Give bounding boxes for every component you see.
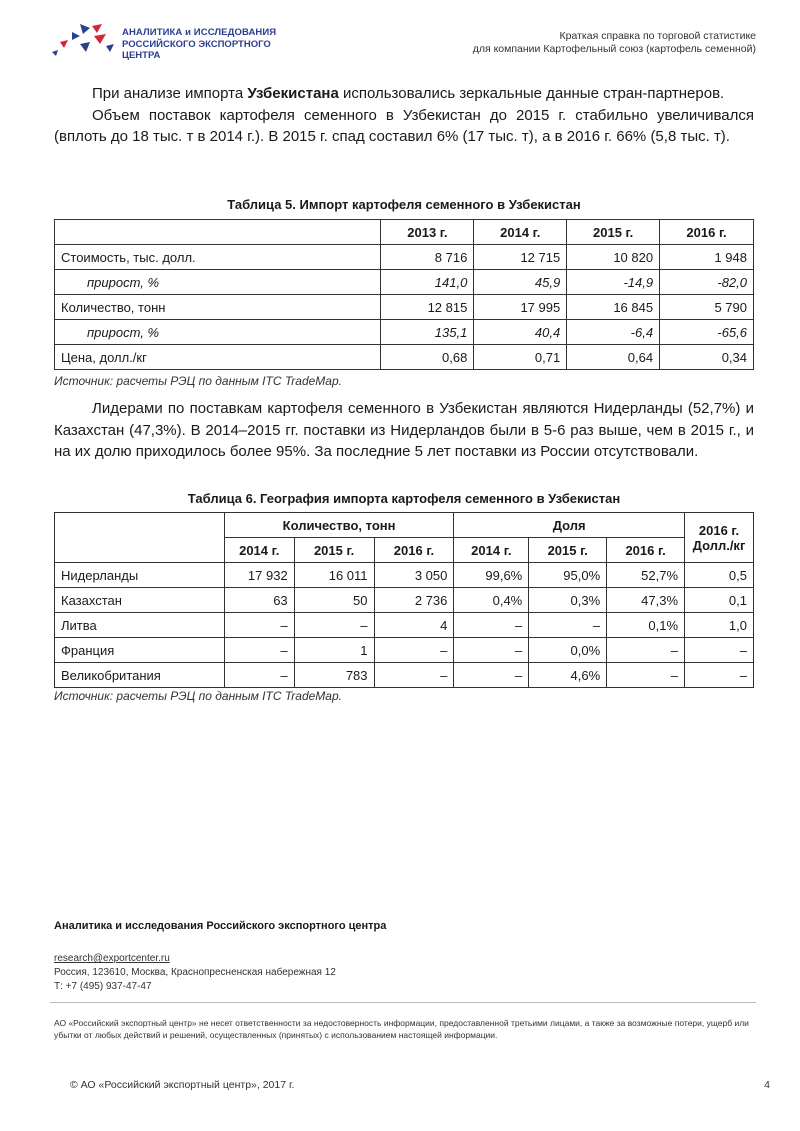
document-header	[473, 30, 756, 56]
footer-divider	[50, 1002, 756, 1003]
cell: 0,4%	[454, 588, 529, 613]
row-label: Количество, тонн	[55, 295, 381, 320]
copyright: © АО «Российский экспортный центр», 2017 г.	[70, 1079, 295, 1091]
row-label: Франция	[55, 638, 225, 663]
cell: –	[685, 638, 754, 663]
table6-year: 2016 г.	[607, 538, 685, 563]
header-line1: Краткая справка по торговой статистике	[559, 30, 756, 42]
disclaimer: АО «Российский экспортный центр» не несет ответственности за недостоверность информации, предоставленной третьими лицами, а также за возможные потери, ущерб или убытки от любых действий и решений, осуществленных (принятых) с использованием настоящей информации.	[54, 1018, 749, 1040]
price-header-year: 2016 г.	[698, 522, 740, 538]
cell: 141,0	[381, 270, 474, 295]
table-row	[55, 245, 754, 270]
cell: 0,3%	[529, 588, 607, 613]
table-row	[55, 588, 754, 613]
row-label: Литва	[55, 613, 225, 638]
cell: 4	[374, 613, 454, 638]
row-label: Казахстан	[55, 588, 225, 613]
cell: 17 995	[474, 295, 567, 320]
table6-price-header	[685, 513, 754, 563]
cell: 12 815	[381, 295, 474, 320]
cell: 0,71	[474, 345, 567, 370]
cell: 3 050	[374, 563, 454, 588]
cell: 40,4	[474, 320, 567, 345]
table-row	[55, 270, 754, 295]
cell: –	[607, 663, 685, 688]
cell: 95,0%	[529, 563, 607, 588]
table5-caption: Таблица 5. Импорт картофеля семенного в Узбекистан	[227, 197, 581, 212]
cell: –	[294, 613, 374, 638]
p1-text-end: использовались зеркальные данные стран-партнеров.	[338, 85, 725, 102]
cell: -82,0	[660, 270, 754, 295]
table-row	[55, 295, 754, 320]
table5	[54, 219, 754, 370]
table6-group-qty: Количество, тонн	[224, 513, 454, 538]
cell: 783	[294, 663, 374, 688]
cell: 45,9	[474, 270, 567, 295]
middle-text	[54, 398, 754, 463]
table-row	[55, 345, 754, 370]
header-line2: для компании Картофельный союз (картофель семенной)	[472, 43, 756, 55]
cell: –	[454, 613, 529, 638]
cell: 135,1	[381, 320, 474, 345]
logo-text-line1: АНАЛИТИКА и ИССЛЕДОВАНИЯ	[122, 27, 277, 38]
cell: -65,6	[660, 320, 754, 345]
table5-header-row	[55, 220, 754, 245]
cell: –	[374, 663, 454, 688]
cell: 17 932	[224, 563, 294, 588]
row-label: Цена, долл./кг	[55, 345, 381, 370]
cell: -6,4	[567, 320, 660, 345]
email-link[interactable]: research@exportcenter.ru	[54, 953, 170, 964]
table5-year: 2016 г.	[660, 220, 754, 245]
table5-corner	[55, 220, 381, 245]
row-label: прирост, %	[55, 270, 381, 295]
paragraph-3: Лидерами по поставкам картофеля семенного в Узбекистан являются Нидерланды (52,7%) и Казахстан (47,3%). В 2014–2015 гг. поставки из Нидерландов были в 5-6 раз выше, чем в 2015 г., и на их долю приходилось более 95%. За последние 5 лет поставки из России отсутствовали.	[54, 400, 754, 460]
cell: 4,6%	[529, 663, 607, 688]
row-label: прирост, %	[55, 320, 381, 345]
cell: –	[224, 638, 294, 663]
cell: 0,0%	[529, 638, 607, 663]
table6-corner	[55, 513, 225, 563]
cell: 1	[294, 638, 374, 663]
table5-year: 2013 г.	[381, 220, 474, 245]
cell: 50	[294, 588, 374, 613]
logo-mark-icon	[50, 22, 116, 58]
p1-text: При анализе импорта	[92, 85, 248, 102]
cell: –	[529, 613, 607, 638]
table6-year: 2014 г.	[454, 538, 529, 563]
cell: 2 736	[374, 588, 454, 613]
paragraph-2: Объем поставок картофеля семенного в Узбекистан до 2015 г. стабильно увеличивался (вплоть до 18 тыс. т в 2014 г.). В 2015 г. спад составил 6% (17 тыс. т), а в 2016 г. 66% (5,8 тыс. т).	[54, 106, 754, 145]
cell: -14,9	[567, 270, 660, 295]
cell: 63	[224, 588, 294, 613]
cell: –	[607, 638, 685, 663]
table6-year: 2016 г.	[374, 538, 454, 563]
cell: 16 845	[567, 295, 660, 320]
phone: Т: +7 (495) 937-47-47	[54, 981, 152, 992]
address: Россия, 123610, Москва, Краснопресненская набережная 12	[54, 967, 336, 978]
intro-text	[54, 83, 754, 148]
cell: 1 948	[660, 245, 754, 270]
footer-contacts	[54, 952, 336, 994]
footer-org-name: Аналитика и исследования Российского экспортного центра	[54, 920, 387, 932]
cell: 16 011	[294, 563, 374, 588]
cell: 12 715	[474, 245, 567, 270]
cell: –	[454, 638, 529, 663]
table6-group-share: Доля	[454, 513, 685, 538]
logo-text-line2: РОССИЙСКОГО ЭКСПОРТНОГО ЦЕНТРА	[122, 39, 271, 61]
table5-year: 2014 г.	[474, 220, 567, 245]
table6-source: Источник: расчеты РЭЦ по данным ITC TradeMap.	[54, 689, 342, 703]
cell: 0,68	[381, 345, 474, 370]
cell: 0,5	[685, 563, 754, 588]
cell: 99,6%	[454, 563, 529, 588]
table6-year: 2015 г.	[529, 538, 607, 563]
table-row	[55, 563, 754, 588]
table6-caption: Таблица 6. География импорта картофеля семенного в Узбекистан	[187, 491, 621, 506]
cell: –	[224, 613, 294, 638]
table6-header-row-1	[55, 513, 754, 538]
table5-year: 2015 г.	[567, 220, 660, 245]
cell: –	[685, 663, 754, 688]
cell: –	[224, 663, 294, 688]
cell: –	[454, 663, 529, 688]
row-label: Великобритания	[55, 663, 225, 688]
row-label: Нидерланды	[55, 563, 225, 588]
cell: 1,0	[685, 613, 754, 638]
cell: 52,7%	[607, 563, 685, 588]
table-row	[55, 320, 754, 345]
cell: 5 790	[660, 295, 754, 320]
table6-year: 2014 г.	[224, 538, 294, 563]
cell: 0,1	[685, 588, 754, 613]
row-label: Стоимость, тыс. долл.	[55, 245, 381, 270]
cell: 8 716	[381, 245, 474, 270]
table6-year: 2015 г.	[294, 538, 374, 563]
table-row	[55, 613, 754, 638]
page-number: 4	[764, 1079, 770, 1091]
cell: 0,1%	[607, 613, 685, 638]
cell: 0,34	[660, 345, 754, 370]
table-row	[55, 663, 754, 688]
table6	[54, 512, 754, 688]
table5-source: Источник: расчеты РЭЦ по данным ITC TradeMap.	[54, 374, 342, 388]
p1-country: Узбекистана	[247, 85, 339, 102]
cell: –	[374, 638, 454, 663]
table-row	[55, 638, 754, 663]
cell: 0,64	[567, 345, 660, 370]
rec-logo	[50, 22, 310, 62]
cell: 47,3%	[607, 588, 685, 613]
cell: 10 820	[567, 245, 660, 270]
price-header-unit: Долл./кг	[692, 537, 746, 553]
paragraph-1	[54, 83, 754, 105]
